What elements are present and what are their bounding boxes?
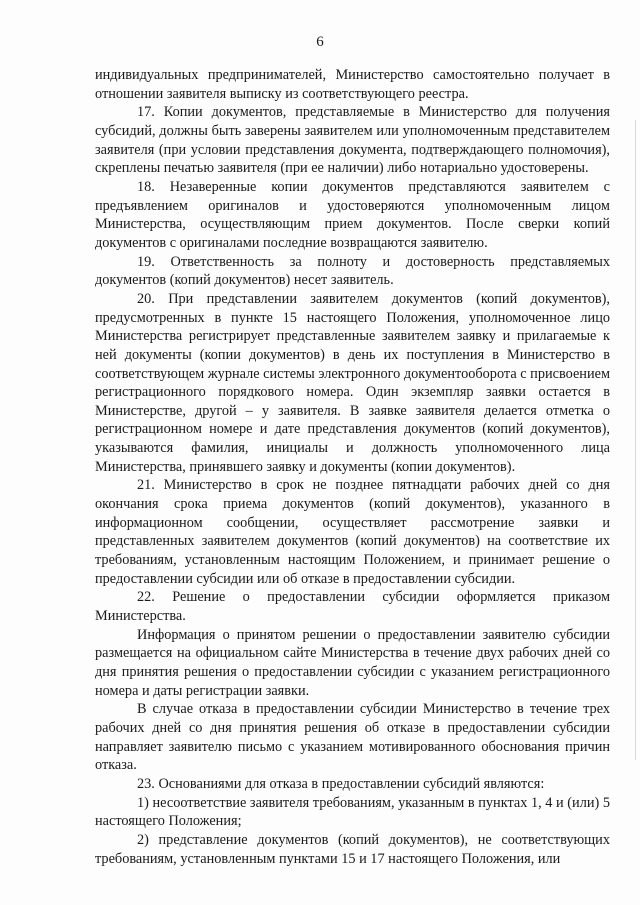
paragraph-continuation: индивидуальных предпринимателей, Министерство самостоятельно получает в отношении заявителя выписку из соответствующего реестра. — [95, 67, 610, 102]
paragraph-22-refusal: В случае отказа в предоставлении субсидии Министерство в течение трех рабочих дней со дня принятия решения об отказе в предоставлении субсидии направляет заявителю письмо с указанием мотивированного обоснования причин отказа. — [95, 701, 610, 774]
document-body — [95, 66, 610, 868]
paragraph-18: 18. Незаверенные копии документов представляются заявителем с предъявлением оригиналов и удостоверяются уполномоченным лицом Министерства, осуществляющим прием документов. После сверки копий документов с оригиналами последние возвращаются заявителю. — [95, 178, 610, 251]
paragraph-17: 17. Копии документов, представляемые в Министерство для получения субсидий, должны быть заверены заявителем или уполномоченным представителем заявителя (при условии представления документа, подтверждающего полномочия), скреплены печатью заявителя (при ее наличии) либо нотариально удостоверены. — [95, 104, 610, 177]
paragraph-22: 22. Решение о предоставлении субсидии оформляется приказом Министерства. — [95, 589, 610, 625]
paragraph-23-item-1: 1) несоответствие заявителя требованиям, указанным в пунктах 1, 4 и (или) 5 настоящего Положения; — [95, 794, 610, 830]
scan-edge-line — [635, 120, 636, 760]
paragraph-22-info: Информация о принятом решении о предоставлении заявителю субсидии размещается на официальном сайте Министерства в течение двух рабочих дней со дня принятия решения о предоставлении субсидии с указанием регистрационного номера и даты регистрации заявки. — [95, 626, 610, 699]
paragraph-19: 19. Ответственность за полноту и достоверность представляемых документов (копий документов) несет заявитель. — [95, 253, 610, 289]
paragraph-23-item-2: 2) представление документов (копий документов), не соответствующих требованиям, установленным пунктами 15 и 17 настоящего Положения, или — [95, 831, 610, 867]
paragraph-23: 23. Основаниями для отказа в предоставлении субсидий являются: — [137, 775, 545, 792]
paragraph-21: 21. Министерство в срок не позднее пятнадцати рабочих дней со дня окончания срока приема документов (копий документов), указанного в информационном сообщении, осуществляет рассмотрение заявки и представленных заявителем документов (копий документов) на соответствие их требованиям, установленным настоящим Положением, и принимает решение о предоставлении субсидии или об отказе в предоставлении субсидии. — [95, 477, 610, 587]
paragraph-20: 20. При представлении заявителем документов (копий документов), предусмотренных в пункте 15 настоящего Положения, уполномоченное лицо Министерства регистрирует представленные заявителем заявку и прилагаемые к ней документы (копии документов) в день их поступления в Министерство в соответствующем журнале системы электронного документооборота с присвоением регистрационного порядкового номера. Один экземпляр заявки остается в Министерстве, другой – у заявителя. В заявке заявителя делается отметка о регистрационном номере и дате представления документов (копий документов), указываются фамилия, инициалы и должность уполномоченного лица Министерства, принявшего заявку и документы (копии документов). — [95, 290, 610, 475]
page-number: 6 — [316, 34, 324, 50]
